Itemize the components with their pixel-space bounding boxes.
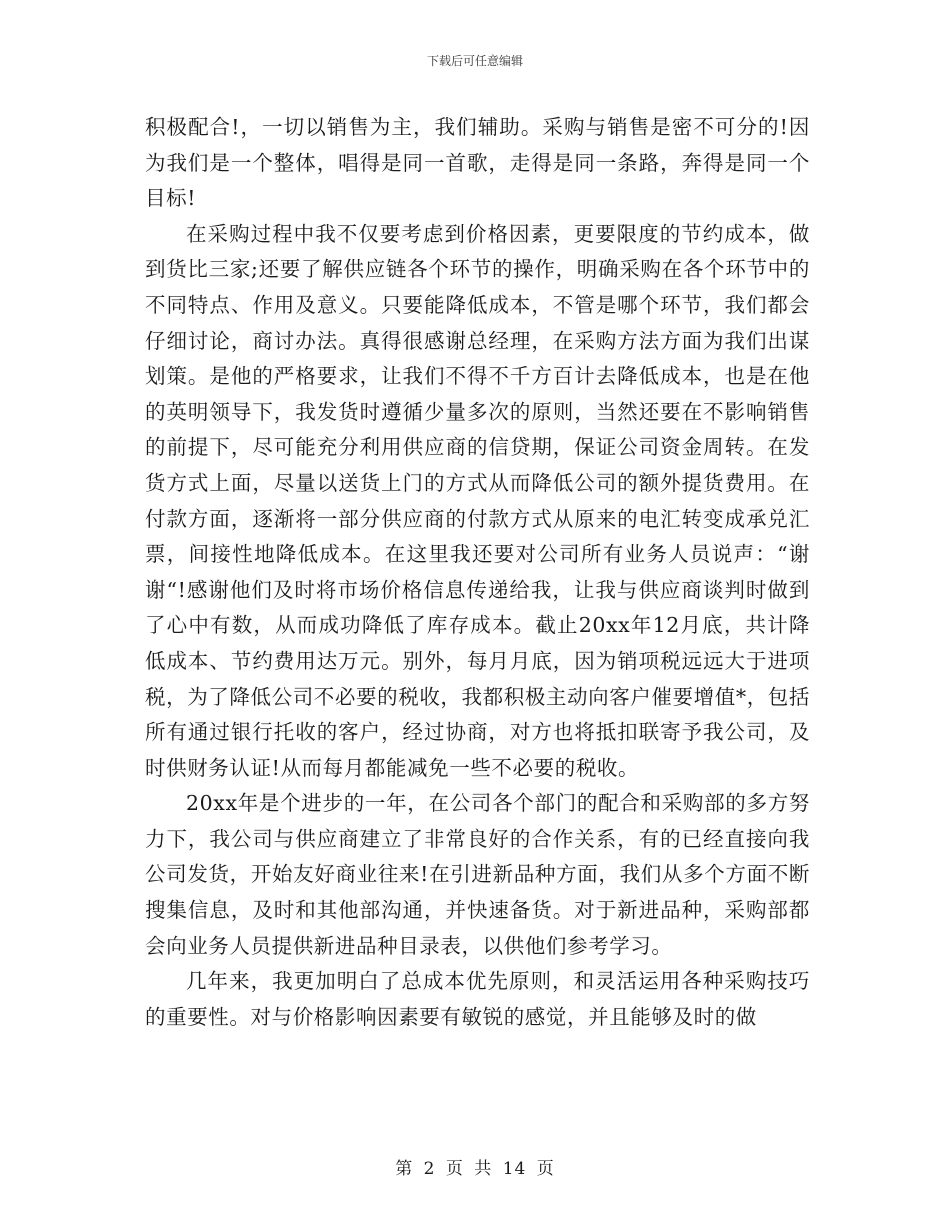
page-number: 第 2 页 共 14 页 [395,1159,555,1179]
page-header: 下载后可任意编辑 [426,54,523,68]
paragraph-1: 积极配合!，一切以销售为主，我们辅助。采购与销售是密不可分的!因为我们是一个整体，唱得是同一首歌，走得是同一条路，奔得是同一个目标! [145,115,810,211]
paragraph-4: 几年来，我更加明白了总成本优先原则，和灵活运用各种采购技巧的重要性。对与价格影响因素要有敏锐的感觉，并且能够及时的做 [145,969,810,1029]
paragraph-2: 在采购过程中我不仅要考虑到价格因素，更要限度的节约成本，做到货比三家;还要了解供应链各个环节的操作，明确采购在各个环节中的不同特点、作用及意义。只要能降低成本，不管是哪个环节，我们都会仔细讨论，商讨办法。真得很感谢总经理，在采购方法方面为我们出谋划策。是他的严格要求，让我们不得不千方百计去降低成本，也是在他的英明领导下，我发货时遵循少量多次的原则，当然还要在不影响销售的前提下，尽可能充分利用供应商的信贷期，保证公司资金周转。在发货方式上面，尽量以送货上门的方式从而降低公司的额外提货费用。在付款方面，逐渐将一部分供应商的付款方式从原来的电汇转变成承兑汇票，间接性地降低成本。在这里我还要对公司所有业务人员说声：“谢谢“!感谢他们及时将市场价格信息传递给我，让我与供应商谈判时做到了心中有数，从而成功降低了库存成本。截止20xx年12月底，共计降低成本、节约费用达万元。别外，每月月底，因为销项税远远大于进项税，为了降低公司不必要的税收，我都积极主动向客户催要增值*，包括所有通过银行托收的客户，经过协商，对方也将抵扣联寄予我公司，及时供财务认证!从而每月都能减免一些不必要的税收。 [145,221,810,780]
paragraph-3: 20xx年是个进步的一年，在公司各个部门的配合和采购部的多方努力下，我公司与供应商建立了非常良好的合作关系，有的已经直接向我公司发货，开始友好商业往来!在引进新品种方面，我们从多个方面不断搜集信息，及时和其他部沟通，并快速备货。对于新进品种，采购部都会向业务人员提供新进品种目录表，以供他们参考学习。 [145,791,810,958]
document-body [145,110,810,1035]
